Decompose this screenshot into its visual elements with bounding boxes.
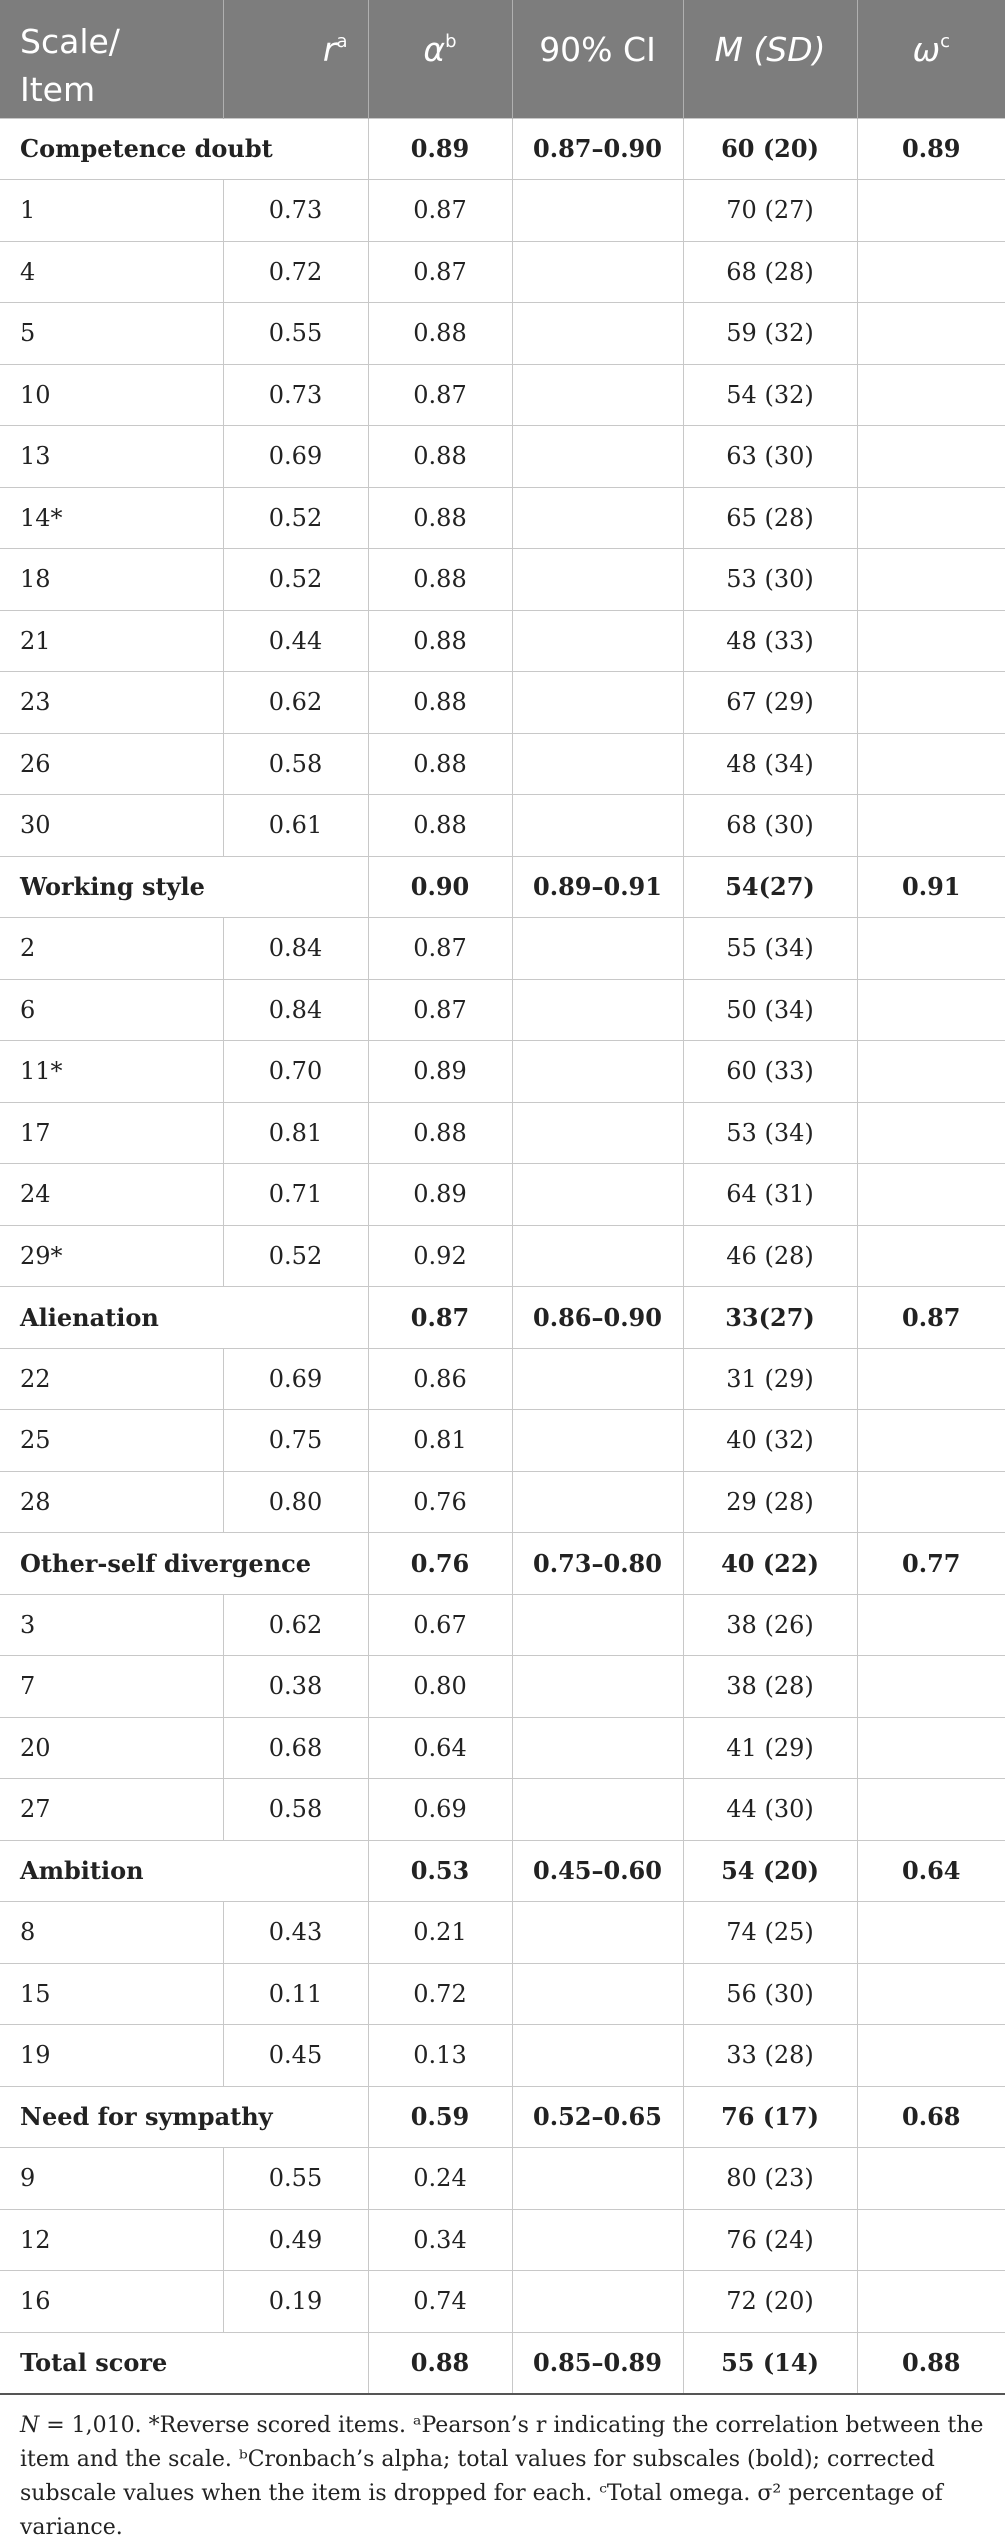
item-row: [0, 303, 1005, 365]
omega-cell: [857, 1963, 1005, 2025]
r-cell: 0.73: [223, 180, 368, 242]
ci-cell: [512, 180, 683, 242]
ci-cell: 0.89–0.91: [512, 856, 683, 918]
r-cell: 0.72: [223, 241, 368, 303]
msd-cell: 60 (20): [683, 118, 857, 180]
ci-cell: [512, 1410, 683, 1472]
scale-row: [0, 1533, 1005, 1595]
alpha-cell: 0.88: [368, 672, 512, 734]
alpha-cell: 0.89: [368, 118, 512, 180]
msd-cell: 53 (34): [683, 1102, 857, 1164]
scale-name-cell: Need for sympathy: [0, 2086, 368, 2148]
item-row: [0, 426, 1005, 488]
r-cell: 0.52: [223, 1225, 368, 1287]
omega-cell: [857, 1348, 1005, 1410]
alpha-cell: 0.64: [368, 1717, 512, 1779]
msd-cell: 76 (24): [683, 2209, 857, 2271]
alpha-cell: 0.69: [368, 1779, 512, 1841]
table-header: [0, 0, 1005, 118]
msd-cell: 54 (20): [683, 1840, 857, 1902]
msd-cell: 68 (28): [683, 241, 857, 303]
alpha-cell: 0.76: [368, 1533, 512, 1595]
header-r-label: r: [322, 30, 337, 69]
alpha-cell: 0.88: [368, 2332, 512, 2394]
omega-cell: [857, 303, 1005, 365]
r-cell: 0.11: [223, 1963, 368, 2025]
item-row: [0, 2025, 1005, 2087]
scale-row: [0, 2332, 1005, 2394]
ci-cell: [512, 1225, 683, 1287]
alpha-cell: 0.89: [368, 1041, 512, 1103]
omega-cell: [857, 2148, 1005, 2210]
item-row: [0, 364, 1005, 426]
msd-cell: 72 (20): [683, 2271, 857, 2333]
msd-cell: 33 (28): [683, 2025, 857, 2087]
omega-cell: [857, 2025, 1005, 2087]
r-cell: 0.84: [223, 918, 368, 980]
item-number-cell: 9: [0, 2148, 223, 2210]
omega-cell: [857, 733, 1005, 795]
ci-cell: [512, 1594, 683, 1656]
scale-name-cell: Working style: [0, 856, 368, 918]
alpha-cell: 0.13: [368, 2025, 512, 2087]
alpha-cell: 0.74: [368, 2271, 512, 2333]
alpha-cell: 0.90: [368, 856, 512, 918]
msd-cell: 38 (26): [683, 1594, 857, 1656]
alpha-cell: 0.67: [368, 1594, 512, 1656]
item-number-cell: 16: [0, 2271, 223, 2333]
ci-cell: [512, 241, 683, 303]
ci-cell: [512, 1471, 683, 1533]
alpha-cell: 0.88: [368, 549, 512, 611]
omega-cell: [857, 1594, 1005, 1656]
item-row: [0, 241, 1005, 303]
item-number-cell: 17: [0, 1102, 223, 1164]
omega-cell: 0.91: [857, 856, 1005, 918]
omega-cell: [857, 1410, 1005, 1472]
ci-cell: [512, 364, 683, 426]
r-cell: 0.43: [223, 1902, 368, 1964]
ci-cell: [512, 1656, 683, 1718]
ci-cell: [512, 487, 683, 549]
item-number-cell: 30: [0, 795, 223, 857]
msd-cell: 55 (14): [683, 2332, 857, 2394]
item-number-cell: 11*: [0, 1041, 223, 1103]
header-msd: [683, 0, 857, 118]
item-number-cell: 23: [0, 672, 223, 734]
footnote-text: = 1,010. *Reverse scored items. ᵃPearson’s r indicating the correlation between the item and the scale. ᵇCronbach’s alpha; total values for subscales (bold); corrected subscale values when the item is dropped for each. ᶜTotal omega. σ² percentage of variance.: [20, 2412, 984, 2540]
r-cell: 0.38: [223, 1656, 368, 1718]
msd-cell: 68 (30): [683, 795, 857, 857]
item-number-cell: 14*: [0, 487, 223, 549]
omega-cell: [857, 795, 1005, 857]
alpha-cell: 0.87: [368, 1287, 512, 1349]
header-msd-label: M (SD): [714, 30, 826, 69]
r-cell: 0.69: [223, 426, 368, 488]
item-number-cell: 3: [0, 1594, 223, 1656]
alpha-cell: 0.34: [368, 2209, 512, 2271]
ci-cell: 0.52–0.65: [512, 2086, 683, 2148]
r-cell: 0.80: [223, 1471, 368, 1533]
header-omega: [857, 0, 1005, 118]
msd-cell: 48 (33): [683, 610, 857, 672]
item-row: [0, 2209, 1005, 2271]
header-alpha-label: α: [423, 30, 446, 69]
alpha-cell: 0.88: [368, 733, 512, 795]
alpha-cell: 0.88: [368, 610, 512, 672]
r-cell: 0.73: [223, 364, 368, 426]
item-row: [0, 1410, 1005, 1472]
r-cell: 0.45: [223, 2025, 368, 2087]
scale-row: [0, 118, 1005, 180]
item-number-cell: 22: [0, 1348, 223, 1410]
r-cell: 0.62: [223, 1594, 368, 1656]
item-number-cell: 8: [0, 1902, 223, 1964]
item-row: [0, 733, 1005, 795]
alpha-cell: 0.92: [368, 1225, 512, 1287]
msd-cell: 48 (34): [683, 733, 857, 795]
r-cell: 0.58: [223, 1779, 368, 1841]
alpha-cell: 0.87: [368, 918, 512, 980]
msd-cell: 40 (22): [683, 1533, 857, 1595]
item-number-cell: 25: [0, 1410, 223, 1472]
item-number-cell: 18: [0, 549, 223, 611]
item-number-cell: 26: [0, 733, 223, 795]
item-row: [0, 1041, 1005, 1103]
item-number-cell: 29*: [0, 1225, 223, 1287]
r-cell: 0.70: [223, 1041, 368, 1103]
item-row: [0, 979, 1005, 1041]
omega-cell: [857, 1902, 1005, 1964]
scale-name-cell: Total score: [0, 2332, 368, 2394]
alpha-cell: 0.88: [368, 1102, 512, 1164]
omega-cell: 0.89: [857, 118, 1005, 180]
item-row: [0, 1779, 1005, 1841]
omega-cell: [857, 672, 1005, 734]
alpha-cell: 0.76: [368, 1471, 512, 1533]
ci-cell: [512, 2025, 683, 2087]
header-omega-superscript: c: [940, 31, 951, 52]
omega-cell: [857, 1717, 1005, 1779]
item-row: [0, 549, 1005, 611]
omega-cell: 0.68: [857, 2086, 1005, 2148]
ci-cell: 0.73–0.80: [512, 1533, 683, 1595]
r-cell: 0.71: [223, 1164, 368, 1226]
ci-cell: [512, 2209, 683, 2271]
item-row: [0, 1102, 1005, 1164]
msd-cell: 67 (29): [683, 672, 857, 734]
header-ci-label: 90% CI: [539, 30, 656, 69]
ci-cell: [512, 1102, 683, 1164]
omega-cell: [857, 610, 1005, 672]
alpha-cell: 0.80: [368, 1656, 512, 1718]
header-scale-item-label: Scale/ Item: [20, 22, 120, 109]
scale-name-cell: Alienation: [0, 1287, 368, 1349]
item-row: [0, 1717, 1005, 1779]
omega-cell: [857, 1225, 1005, 1287]
msd-cell: 54(27): [683, 856, 857, 918]
alpha-cell: 0.88: [368, 426, 512, 488]
msd-cell: 44 (30): [683, 1779, 857, 1841]
item-row: [0, 1164, 1005, 1226]
msd-cell: 55 (34): [683, 918, 857, 980]
alpha-cell: 0.89: [368, 1164, 512, 1226]
scale-name-cell: Other-self divergence: [0, 1533, 368, 1595]
r-cell: 0.75: [223, 1410, 368, 1472]
omega-cell: [857, 426, 1005, 488]
scale-row: [0, 856, 1005, 918]
omega-cell: [857, 549, 1005, 611]
ci-cell: [512, 1348, 683, 1410]
omega-cell: [857, 1164, 1005, 1226]
alpha-cell: 0.24: [368, 2148, 512, 2210]
omega-cell: [857, 1471, 1005, 1533]
scale-name-cell: Ambition: [0, 1840, 368, 1902]
msd-cell: 53 (30): [683, 549, 857, 611]
msd-cell: 40 (32): [683, 1410, 857, 1472]
item-number-cell: 12: [0, 2209, 223, 2271]
item-number-cell: 28: [0, 1471, 223, 1533]
item-number-cell: 10: [0, 364, 223, 426]
msd-cell: 76 (17): [683, 2086, 857, 2148]
msd-cell: 70 (27): [683, 180, 857, 242]
item-row: [0, 2148, 1005, 2210]
r-cell: 0.52: [223, 549, 368, 611]
header-omega-label: ω: [912, 30, 941, 69]
header-r: [223, 0, 368, 118]
r-cell: 0.58: [223, 733, 368, 795]
r-cell: 0.55: [223, 2148, 368, 2210]
r-cell: 0.68: [223, 1717, 368, 1779]
item-number-cell: 13: [0, 426, 223, 488]
ci-cell: [512, 795, 683, 857]
item-row: [0, 487, 1005, 549]
header-r-superscript: a: [336, 31, 348, 52]
msd-cell: 50 (34): [683, 979, 857, 1041]
item-row: [0, 1594, 1005, 1656]
msd-cell: 56 (30): [683, 1963, 857, 2025]
omega-cell: [857, 2271, 1005, 2333]
ci-cell: [512, 672, 683, 734]
ci-cell: [512, 918, 683, 980]
msd-cell: 59 (32): [683, 303, 857, 365]
alpha-cell: 0.87: [368, 241, 512, 303]
alpha-cell: 0.59: [368, 2086, 512, 2148]
footnote-n-label: N: [20, 2412, 40, 2438]
r-cell: 0.49: [223, 2209, 368, 2271]
ci-cell: [512, 426, 683, 488]
item-row: [0, 795, 1005, 857]
scale-row: [0, 2086, 1005, 2148]
item-number-cell: 7: [0, 1656, 223, 1718]
msd-cell: 64 (31): [683, 1164, 857, 1226]
msd-cell: 31 (29): [683, 1348, 857, 1410]
item-number-cell: 5: [0, 303, 223, 365]
alpha-cell: 0.21: [368, 1902, 512, 1964]
msd-cell: 74 (25): [683, 1902, 857, 1964]
item-number-cell: 21: [0, 610, 223, 672]
header-row: [0, 0, 1005, 118]
r-cell: 0.52: [223, 487, 368, 549]
table-body: [0, 118, 1005, 2394]
alpha-cell: 0.87: [368, 364, 512, 426]
r-cell: 0.62: [223, 672, 368, 734]
ci-cell: [512, 733, 683, 795]
msd-cell: 29 (28): [683, 1471, 857, 1533]
ci-cell: [512, 979, 683, 1041]
msd-cell: 33(27): [683, 1287, 857, 1349]
ci-cell: [512, 1779, 683, 1841]
omega-cell: 0.77: [857, 1533, 1005, 1595]
r-cell: 0.44: [223, 610, 368, 672]
ci-cell: [512, 549, 683, 611]
item-number-cell: 15: [0, 1963, 223, 2025]
msd-cell: 54 (32): [683, 364, 857, 426]
ci-cell: [512, 1717, 683, 1779]
ci-cell: [512, 1164, 683, 1226]
item-number-cell: 4: [0, 241, 223, 303]
ci-cell: 0.86–0.90: [512, 1287, 683, 1349]
msd-cell: 41 (29): [683, 1717, 857, 1779]
item-number-cell: 1: [0, 180, 223, 242]
omega-cell: 0.87: [857, 1287, 1005, 1349]
msd-cell: 60 (33): [683, 1041, 857, 1103]
msd-cell: 46 (28): [683, 1225, 857, 1287]
item-row: [0, 1656, 1005, 1718]
alpha-cell: 0.87: [368, 979, 512, 1041]
item-row: [0, 1348, 1005, 1410]
omega-cell: [857, 1102, 1005, 1164]
item-row: [0, 180, 1005, 242]
ci-cell: [512, 1963, 683, 2025]
omega-cell: 0.88: [857, 2332, 1005, 2394]
ci-cell: [512, 2271, 683, 2333]
ci-cell: [512, 2148, 683, 2210]
item-row: [0, 1902, 1005, 1964]
ci-cell: [512, 1902, 683, 1964]
ci-cell: 0.45–0.60: [512, 1840, 683, 1902]
r-cell: 0.55: [223, 303, 368, 365]
omega-cell: [857, 1779, 1005, 1841]
item-number-cell: 19: [0, 2025, 223, 2087]
ci-cell: [512, 303, 683, 365]
alpha-cell: 0.88: [368, 795, 512, 857]
r-cell: 0.81: [223, 1102, 368, 1164]
omega-cell: [857, 241, 1005, 303]
ci-cell: 0.87–0.90: [512, 118, 683, 180]
item-number-cell: 2: [0, 918, 223, 980]
r-cell: 0.69: [223, 1348, 368, 1410]
msd-cell: 65 (28): [683, 487, 857, 549]
item-row: [0, 1963, 1005, 2025]
omega-cell: [857, 487, 1005, 549]
r-cell: 0.61: [223, 795, 368, 857]
item-row: [0, 1225, 1005, 1287]
omega-cell: [857, 979, 1005, 1041]
ci-cell: [512, 610, 683, 672]
msd-cell: 80 (23): [683, 2148, 857, 2210]
item-number-cell: 27: [0, 1779, 223, 1841]
item-row: [0, 1471, 1005, 1533]
item-row: [0, 918, 1005, 980]
r-cell: 0.19: [223, 2271, 368, 2333]
item-row: [0, 2271, 1005, 2333]
alpha-cell: 0.72: [368, 1963, 512, 2025]
omega-cell: [857, 918, 1005, 980]
omega-cell: [857, 1656, 1005, 1718]
r-cell: 0.84: [223, 979, 368, 1041]
alpha-cell: 0.88: [368, 487, 512, 549]
item-number-cell: 20: [0, 1717, 223, 1779]
item-number-cell: 6: [0, 979, 223, 1041]
scale-name-cell: Competence doubt: [0, 118, 368, 180]
alpha-cell: 0.86: [368, 1348, 512, 1410]
header-alpha-superscript: b: [445, 31, 457, 52]
omega-cell: [857, 364, 1005, 426]
scale-row: [0, 1287, 1005, 1349]
alpha-cell: 0.53: [368, 1840, 512, 1902]
ci-cell: [512, 1041, 683, 1103]
header-scale-item: [0, 0, 223, 118]
alpha-cell: 0.87: [368, 180, 512, 242]
ci-cell: 0.85–0.89: [512, 2332, 683, 2394]
alpha-cell: 0.81: [368, 1410, 512, 1472]
table-footnote: [0, 2395, 1005, 2545]
item-row: [0, 672, 1005, 734]
msd-cell: 63 (30): [683, 426, 857, 488]
header-ci: [512, 0, 683, 118]
header-alpha: [368, 0, 512, 118]
scale-row: [0, 1840, 1005, 1902]
omega-cell: 0.64: [857, 1840, 1005, 1902]
omega-cell: [857, 2209, 1005, 2271]
msd-cell: 38 (28): [683, 1656, 857, 1718]
item-row: [0, 610, 1005, 672]
item-number-cell: 24: [0, 1164, 223, 1226]
omega-cell: [857, 180, 1005, 242]
alpha-cell: 0.88: [368, 303, 512, 365]
omega-cell: [857, 1041, 1005, 1103]
